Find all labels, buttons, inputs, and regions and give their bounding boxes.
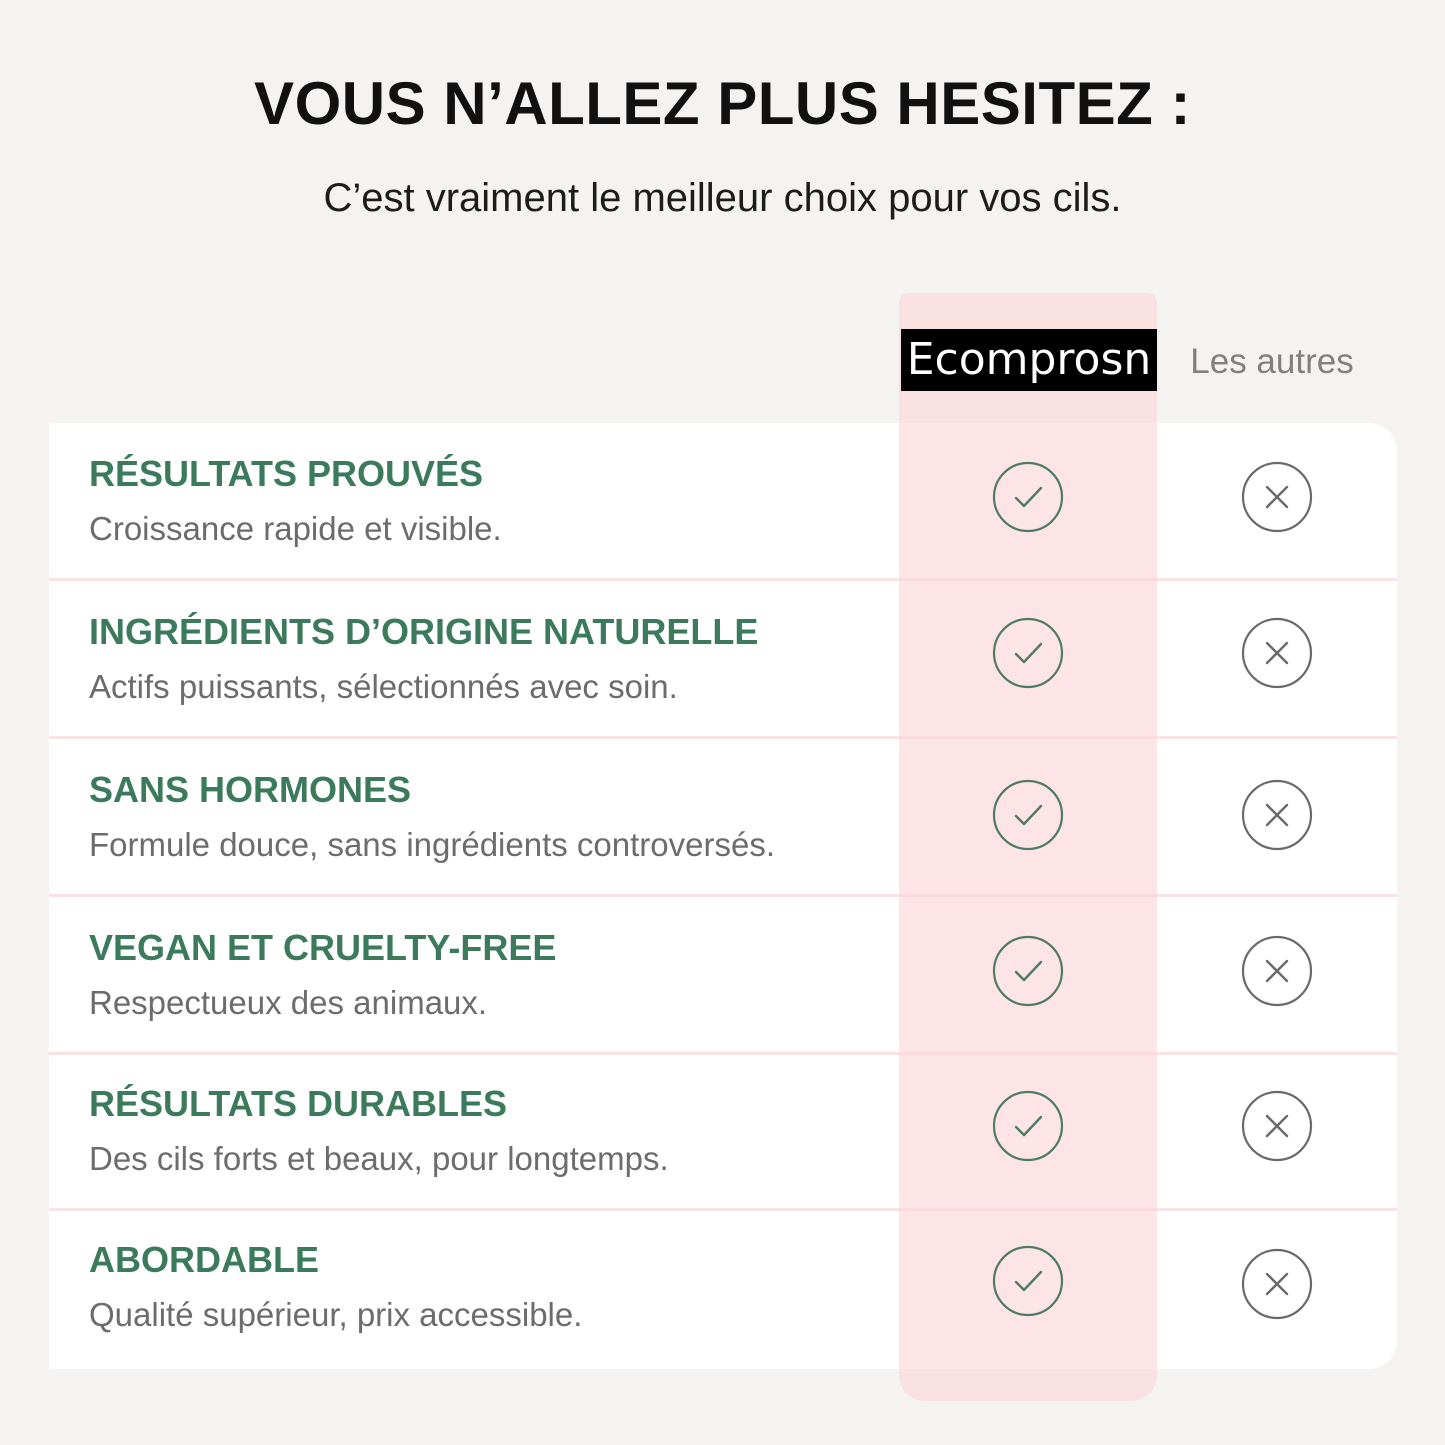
brand-column-header: Ecomprosn xyxy=(901,329,1157,391)
feature-description: Respectueux des animaux. xyxy=(89,984,488,1021)
feature-title: ABORDABLE xyxy=(89,1239,319,1280)
check-circle-icon xyxy=(992,1090,1064,1162)
feature-title: VEGAN ET CRUELTY-FREE xyxy=(89,927,557,968)
feature-description: Des cils forts et beaux, pour longtemps. xyxy=(89,1140,669,1177)
table-row xyxy=(49,1053,1397,1211)
feature-title: SANS HORMONES xyxy=(89,769,412,810)
feature-title: RÉSULTATS DURABLES xyxy=(89,1083,507,1124)
check-circle-icon xyxy=(992,461,1064,533)
table-row xyxy=(49,739,1397,897)
feature-description: Actifs puissants, sélectionnés avec soin. xyxy=(89,668,678,705)
comparison-table xyxy=(49,423,1397,1369)
check-circle-icon xyxy=(992,779,1064,851)
x-circle-icon xyxy=(1241,1248,1313,1320)
x-circle-icon xyxy=(1241,935,1313,1007)
table-row xyxy=(49,897,1397,1055)
table-row xyxy=(49,423,1397,581)
feature-title: INGRÉDIENTS D’ORIGINE NATURELLE xyxy=(89,611,759,652)
feature-title: RÉSULTATS PROUVÉS xyxy=(89,453,484,494)
others-column-header: Les autres xyxy=(1190,342,1354,381)
check-circle-icon xyxy=(992,617,1064,689)
check-circle-icon xyxy=(992,1245,1064,1317)
feature-description: Formule douce, sans ingrédients controversés. xyxy=(89,826,776,863)
x-circle-icon xyxy=(1241,461,1313,533)
x-circle-icon xyxy=(1241,617,1313,689)
page-title: VOUS N’ALLEZ PLUS HESITEZ : xyxy=(254,70,1191,137)
page-subtitle: C’est vraiment le meilleur choix pour vos cils. xyxy=(323,176,1122,220)
x-circle-icon xyxy=(1241,779,1313,851)
table-row xyxy=(49,581,1397,739)
feature-description: Qualité supérieur, prix accessible. xyxy=(89,1296,583,1333)
table-row xyxy=(49,1209,1397,1367)
check-circle-icon xyxy=(992,935,1064,1007)
feature-description: Croissance rapide et visible. xyxy=(89,510,502,547)
x-circle-icon xyxy=(1241,1090,1313,1162)
